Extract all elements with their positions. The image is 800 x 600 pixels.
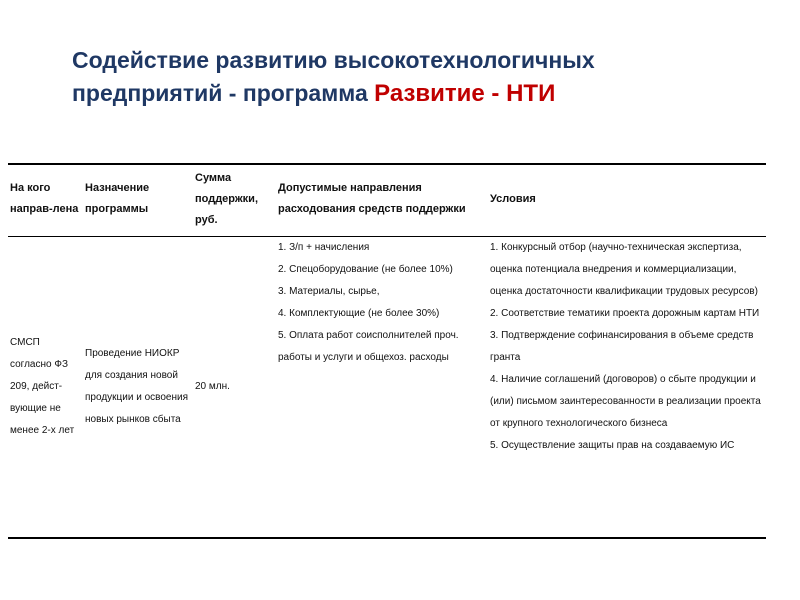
slide-title: [72, 44, 772, 110]
directions-list: [278, 237, 486, 369]
header-target: На кого направ-лена: [8, 164, 83, 236]
conditions-item: 3. Подтверждение софинансирования в объеме средств гранта: [490, 329, 754, 363]
directions-item: 3. Материалы, сырье,: [278, 285, 380, 297]
cell-target: СМСП согласно ФЗ 209, дейст-вующие не менее 2-х лет: [8, 236, 83, 538]
title-line-2-prefix: предприятий - программа: [72, 80, 375, 106]
directions-item: 1. З/п + начисления: [278, 241, 370, 253]
conditions-item: 2. Соответствие тематики проекта дорожным картам НТИ: [490, 307, 760, 319]
header-purpose: Назначение программы: [83, 164, 193, 236]
conditions-item: 1. Конкурсный отбор (научно-техническая экспертиза, оценка потенциала внедрения и коммерциализации, оценка достаточности квалификации трудовых ресурсов): [490, 241, 758, 297]
cell-purpose: Проведение НИОКР для создания новой продукции и освоения новых рынков сбыта: [83, 236, 193, 538]
program-table-wrap: [8, 163, 766, 539]
directions-item: 5. Оплата работ соисполнителей проч. работы и услуги и общехоз. расходы: [278, 329, 459, 363]
cell-amount: 20 млн.: [193, 236, 276, 538]
header-conditions: Условия: [488, 164, 766, 236]
conditions-item: 4. Наличие соглашений (договоров) о сбыте продукции и (или) письмом заинтересованности в реализации проекта от крупного технологического бизнеса: [490, 373, 761, 429]
directions-item: 4. Комплектующие (не более 30%): [278, 307, 440, 319]
title-line-2: [72, 77, 772, 110]
conditions-item: 5. Осуществление защиты прав на создаваемую ИС: [490, 439, 735, 451]
table-header-row: [8, 164, 766, 236]
directions-item: 2. Спецоборудование (не более 10%): [278, 263, 453, 275]
table-row: [8, 236, 766, 538]
title-accent: Развитие - НТИ: [374, 80, 556, 107]
header-directions: Допустимые направления расходования средств поддержки: [276, 164, 488, 236]
cell-directions: [276, 236, 488, 538]
program-table: [8, 163, 766, 539]
cell-conditions: [488, 236, 766, 538]
title-line-1: Содействие развитию высокотехнологичных: [72, 47, 595, 73]
header-amount: Сумма поддержки, руб.: [193, 164, 276, 236]
conditions-list: [490, 237, 764, 457]
